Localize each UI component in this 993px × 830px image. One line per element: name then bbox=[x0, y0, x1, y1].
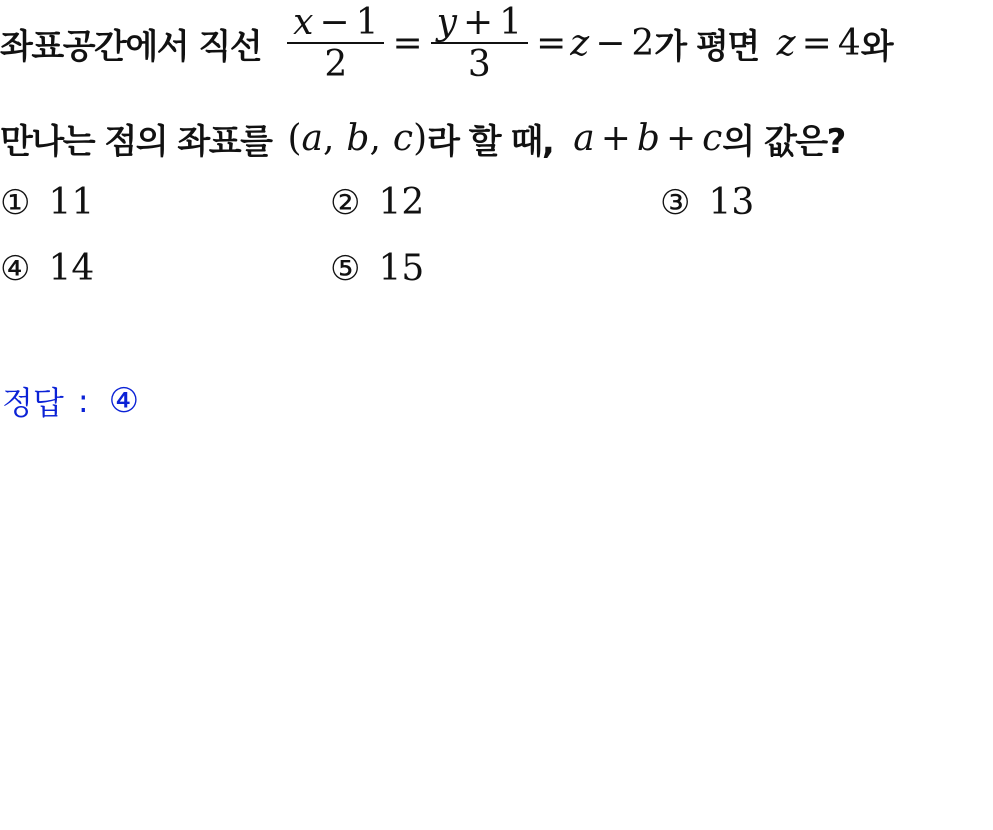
question-suffix-2: 의 값은? bbox=[722, 122, 845, 162]
close-paren: ) bbox=[413, 118, 428, 159]
question-suffix-1: 와 bbox=[860, 26, 893, 67]
fraction-1-numerator bbox=[287, 2, 384, 42]
question-mid-text-2: 라 할 때, bbox=[427, 122, 554, 162]
numeral: 1 bbox=[355, 1, 379, 43]
fraction-1 bbox=[287, 2, 384, 84]
choice-value: 15 bbox=[378, 248, 425, 289]
answer-line bbox=[2, 378, 139, 424]
choice-marker: ② bbox=[330, 182, 361, 223]
minus-sign: − bbox=[595, 22, 626, 64]
choice-marker: ⑤ bbox=[330, 248, 361, 289]
var-c: c bbox=[392, 118, 414, 159]
comma: , bbox=[369, 118, 381, 159]
numeral: 2 bbox=[631, 22, 655, 64]
answer-value: ④ bbox=[108, 381, 140, 421]
var-x: x bbox=[293, 1, 314, 43]
choice-value: 12 bbox=[378, 182, 425, 223]
choice-1[interactable] bbox=[0, 182, 94, 223]
var-z: z bbox=[570, 22, 590, 64]
choice-5[interactable] bbox=[330, 248, 424, 289]
equals-sign: = bbox=[536, 22, 567, 64]
question-mid-text-1: 가 평면 bbox=[654, 26, 759, 67]
plus-sign: + bbox=[600, 118, 631, 159]
choice-2[interactable] bbox=[330, 182, 424, 223]
choice-4[interactable] bbox=[0, 248, 94, 289]
numeral: 1 bbox=[499, 1, 523, 43]
equals-sign: = bbox=[392, 22, 423, 64]
var-b: b bbox=[636, 118, 660, 159]
choice-marker: ③ bbox=[660, 182, 691, 223]
choice-marker: ④ bbox=[0, 248, 31, 289]
equals-sign: = bbox=[801, 22, 832, 64]
choice-value: 14 bbox=[48, 248, 95, 289]
question-line-2 bbox=[0, 114, 845, 163]
numeral: 4 bbox=[837, 22, 861, 64]
fraction-2 bbox=[431, 2, 528, 84]
choice-value: 11 bbox=[48, 182, 95, 223]
fraction-1-denominator bbox=[318, 44, 353, 84]
var-y: y bbox=[436, 1, 457, 43]
question-prefix-2: 만나는 점의 좌표를 bbox=[0, 122, 272, 162]
question-prefix-1: 좌표공간에서 직선 bbox=[0, 26, 262, 67]
numeral: 3 bbox=[467, 43, 491, 85]
plus-sign: + bbox=[665, 118, 697, 159]
plus-sign: + bbox=[463, 1, 494, 43]
question-line-1 bbox=[0, 2, 892, 84]
open-paren: ( bbox=[287, 118, 302, 159]
choice-value: 13 bbox=[708, 182, 755, 223]
minus-sign: − bbox=[319, 1, 350, 43]
choice-marker: ① bbox=[0, 182, 31, 223]
answer-colon: : bbox=[77, 382, 89, 420]
comma: , bbox=[322, 118, 335, 159]
var-a: a bbox=[573, 118, 595, 159]
var-b: b bbox=[346, 118, 370, 159]
numeral: 2 bbox=[324, 43, 348, 85]
fraction-2-numerator bbox=[431, 2, 528, 42]
choice-3[interactable] bbox=[660, 182, 754, 223]
fraction-2-denominator bbox=[462, 44, 497, 84]
answer-label: 정답 bbox=[2, 384, 64, 422]
var-c: c bbox=[702, 118, 723, 159]
var-z: z bbox=[776, 22, 796, 64]
var-a: a bbox=[301, 118, 323, 159]
